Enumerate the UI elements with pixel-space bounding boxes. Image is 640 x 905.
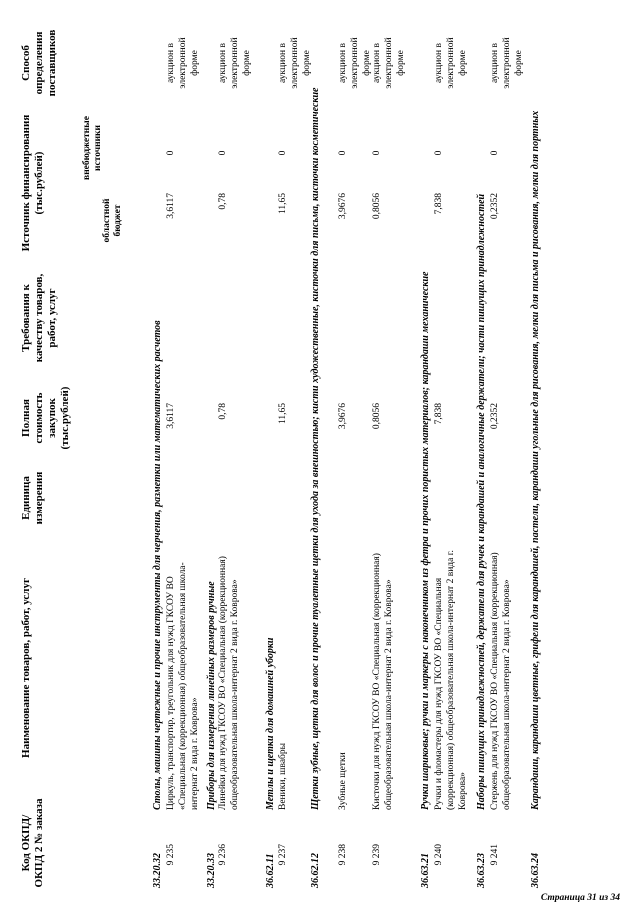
item-method: аукцион в электронной форме — [434, 37, 468, 89]
item-method: аукцион в электронной форме — [166, 37, 200, 89]
item-name: Линейки для нужд ГКСОУ ВО «Специальная (коррекционная) общеобразовательная школа-интернат 2 вида г. Коврова» — [218, 556, 240, 810]
item-extra-budget: 0 — [338, 150, 348, 156]
item-cost: 3,6117 — [166, 403, 176, 429]
section-title: Наборы пишущих принадлежностей, держатели для ручек и карандашей и аналогичные держатели; части пишущих принадлежностей — [476, 193, 487, 810]
item-cost: 0,78 — [218, 403, 228, 420]
item-regional-budget: 0,78 — [218, 193, 228, 210]
order-number: 9 239 — [372, 844, 382, 866]
header-source: Источник финансирования (тыс.рублей) — [20, 114, 45, 252]
order-number: 9 241 — [490, 844, 500, 866]
header-source-regional: областной бюджет — [102, 198, 123, 243]
order-number: 9 236 — [218, 844, 228, 866]
section-code: 36.63.24 — [530, 853, 541, 888]
procurement-table — [20, 18, 620, 888]
item-name: Стержень для нужд ГКСОУ ВО «Специальная (коррекционная) общеобразовательная школа-интернат 2 вида г. Коврова» — [490, 552, 512, 810]
header-method: Способ определения поставщиков — [20, 29, 58, 97]
item-extra-budget: 0 — [372, 150, 382, 156]
item-regional-budget: 0,2352 — [490, 193, 500, 220]
header-requirements: Требования к качеству товаров, работ, услуг — [20, 273, 58, 363]
item-extra-budget: 0 — [278, 150, 288, 156]
item-regional-budget: 7,838 — [434, 193, 444, 215]
section-code: 36.62.11 — [265, 853, 276, 888]
item-cost: 0,8056 — [372, 403, 382, 430]
section-code: 36.63.23 — [476, 853, 487, 888]
item-cost: 7,838 — [434, 403, 444, 425]
item-method: аукцион в электронной форме — [218, 37, 252, 89]
item-name: Циркуль, транспортир, треугольник для нужд ГКСОУ ВО «Специальная (коррекционная) общеобразовательная школа-интернат 2 вида г. Коврова» — [166, 562, 200, 810]
item-method: аукцион в электронной форме — [490, 37, 524, 89]
section-code: 36.63.21 — [420, 853, 431, 888]
header-name: Наименование товаров, работ, услуг — [20, 578, 32, 758]
section-code: 36.62.12 — [310, 853, 321, 888]
item-extra-budget: 0 — [434, 150, 444, 156]
header-cost: Полная стоимость закупок (тыс.рублей) — [20, 386, 71, 450]
item-name: Кисточки для нужд ГКСОУ ВО «Специальная (коррекционная) общеобразовательная школа-интернат 2 вида г. Коврова» — [372, 553, 394, 810]
order-number: 9 240 — [434, 844, 444, 866]
order-number: 9 237 — [278, 844, 288, 866]
header-unit: Единица измерения — [20, 471, 45, 525]
item-method: аукцион в электронной форме — [278, 37, 312, 89]
item-method: аукцион в электронной форме — [372, 37, 406, 89]
item-cost: 3,9676 — [338, 403, 348, 430]
section-title: Карандаши, карандаши цветные, грифели для карандашей, пастели, карандаши угольные для рисования, мелки для письма и рисования, мелки для портных — [530, 110, 541, 810]
section-code: 33.20.32 — [152, 853, 163, 888]
section-title: Ручки шариковые; ручки и маркеры с наконечником из фетра и прочих пористых материалов; карандаши механические — [420, 271, 431, 810]
item-regional-budget: 3,6117 — [166, 193, 176, 219]
section-title: Щетки зубные, щетки для волос и прочие туалетные щетки для ухода за внешностью; кисти художественные, кисточки для письма, кисточки косметические — [310, 87, 321, 810]
item-extra-budget: 0 — [218, 150, 228, 156]
item-regional-budget: 11,65 — [278, 193, 288, 215]
item-name: Ручки и фломастеры для нужд ГКСОУ ВО «Специальная (коррекционная) общеобразовательная школа-интернат 2 вида г. Коврова» — [434, 550, 468, 810]
section-code: 33.20.33 — [206, 853, 217, 888]
order-number: 9 235 — [166, 844, 176, 866]
item-regional-budget: 3,9676 — [338, 193, 348, 220]
header-source-extra: внебюджетные источники — [82, 116, 103, 180]
item-regional-budget: 0,8056 — [372, 193, 382, 220]
section-title: Приборы для измерения линейных размеров ручные — [206, 581, 217, 810]
item-name: Зубные щетки — [338, 752, 348, 810]
header-code: Код ОКПД/ ОКПД 2 № заказа — [20, 798, 45, 888]
item-extra-budget: 0 — [166, 150, 176, 156]
item-method: аукцион в электронной форме — [338, 37, 372, 89]
item-cost: 0,2352 — [490, 403, 500, 430]
page-number: Страница 31 из 34 — [540, 893, 620, 903]
item-cost: 11,65 — [278, 403, 288, 425]
order-number: 9 238 — [338, 844, 348, 866]
item-name: Веники, швабры — [278, 742, 288, 810]
section-title: Столы, машины чертежные и прочие инструменты для черчения, разметки или математических расчетов — [152, 320, 163, 810]
item-extra-budget: 0 — [490, 150, 500, 156]
section-title: Метлы и щетки для домашней уборки — [265, 637, 276, 810]
